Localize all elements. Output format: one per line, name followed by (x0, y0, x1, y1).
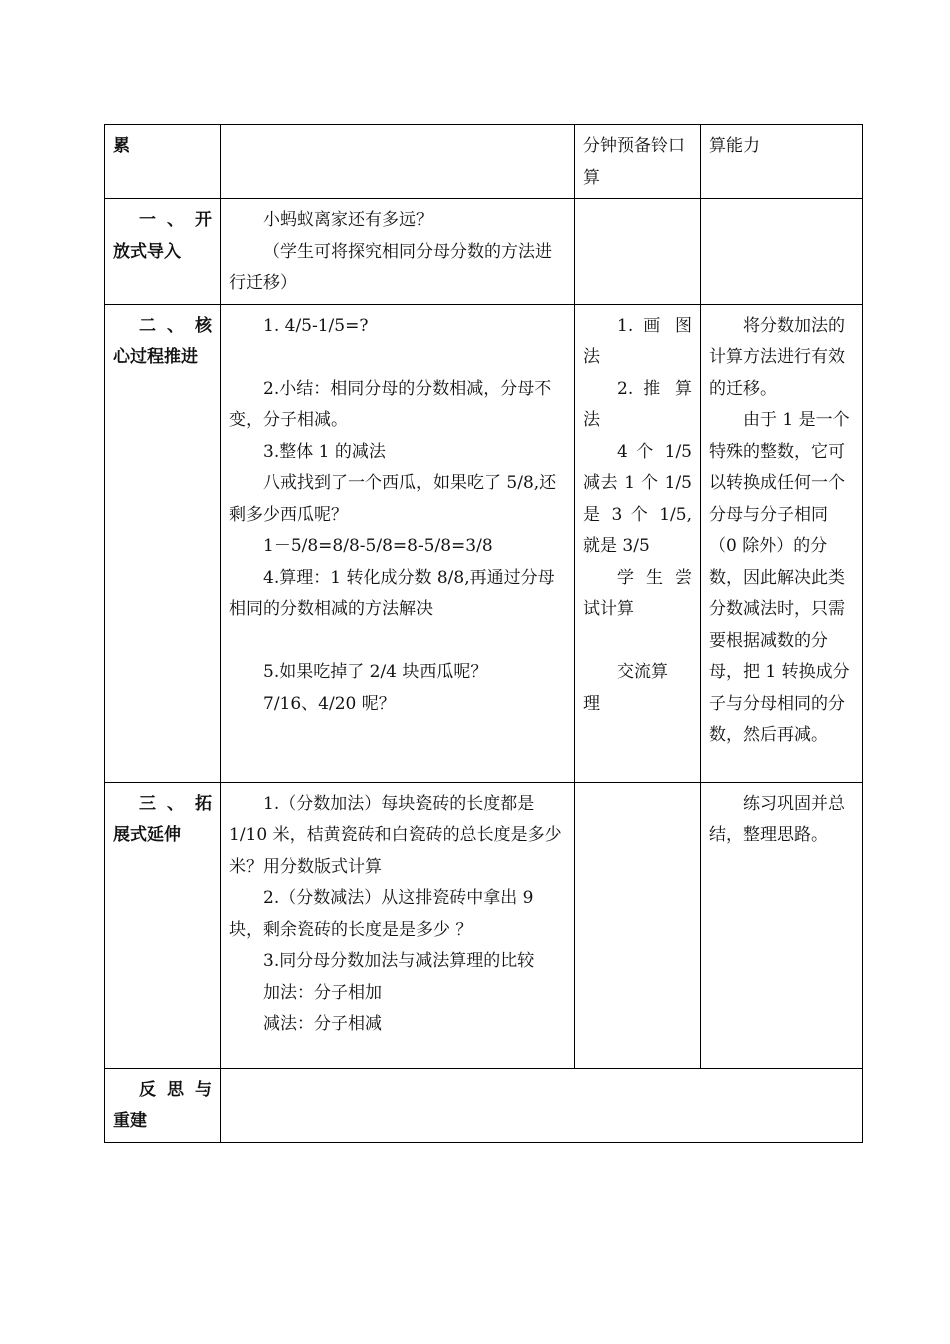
activity-line: 就是 3/5 (583, 536, 650, 556)
content-line: 1. 4/5-1/5=? (263, 315, 369, 336)
row4-label (105, 1068, 221, 1142)
activity-line: 减去 1 个 1/5 (583, 473, 692, 493)
row0-intent-text: 算能力 (709, 136, 760, 156)
intent-paragraph: 由于 1 是一个特殊的整数，它可以转换成任何一个分母与分子相同（0 除外）的分数，因此解决此类分数减法时，只需要根据减数的分母，把 1 转换成分子与分母相同的分数，然后再减。 (709, 410, 850, 745)
table-row (105, 125, 863, 199)
content-line: 1.（分数加法）每块瓷砖的长度都是 1/10 米，桔黄瓷砖和白瓷砖的总长度是多少米？用分数版式计算 (229, 793, 562, 877)
activity-line: 交流算 (617, 662, 668, 682)
row0-activity (575, 125, 701, 199)
row3-label (105, 782, 221, 1068)
row4-content (221, 1068, 863, 1142)
row1-label-line2: 放式导入 (113, 241, 181, 262)
content-line: 4.算理：1 转化成分数 8/8,再通过分母相同的分数相减的方法解决 (229, 567, 555, 619)
blank-line (583, 626, 692, 658)
content-line: 加法：分子相加 (263, 982, 382, 1003)
intent-paragraph: 练习巩固并总结，整理思路。 (709, 793, 845, 845)
row4-label-line1: 反思与 (139, 1079, 212, 1100)
activity-line: 学 生 尝 (617, 567, 692, 588)
activity-line: 4 个 1/5 (617, 441, 692, 462)
table-row (105, 782, 863, 1068)
row1-content (221, 199, 575, 305)
content-line: 2.小结：相同分母的分数相减，分母不变，分子相减。 (229, 378, 552, 430)
row3-intent (701, 782, 863, 1068)
row0-label-text: 累 (113, 136, 130, 156)
activity-line: 2. 推 算 (617, 378, 692, 399)
row3-activity (575, 782, 701, 1068)
activity-line: 试计算 (583, 599, 634, 619)
content-line: 3.整体 1 的减法 (263, 441, 386, 462)
row2-activity (575, 304, 701, 782)
lesson-plan-table (104, 124, 863, 1143)
row2-label (105, 304, 221, 782)
activity-line: 理 (583, 693, 600, 714)
content-line: 小蚂蚁离家还有多远？ (263, 210, 433, 230)
row1-intent (701, 199, 863, 305)
row2-intent (701, 304, 863, 782)
row3-content (221, 782, 575, 1068)
row2-label-line1: 二、核 (139, 315, 212, 336)
content-line: 减法：分子相减 (263, 1014, 382, 1034)
row0-label (105, 125, 221, 199)
activity-line: 是 3 个 1/5, (583, 504, 692, 525)
intent-paragraph: 将分数加法的计算方法进行有效的迁移。 (709, 315, 845, 399)
content-line: 2.（分数减法）从这排瓷砖中拿出 9 块，剩余瓷砖的长度是是多少 ？ (229, 888, 534, 940)
activity-line: 1. 画 图 (617, 315, 692, 336)
row3-label-line1: 三、拓 (139, 793, 212, 814)
content-line: 八戒找到了一个西瓜，如果吃了 5/8,还剩多少西瓜呢？ (229, 473, 557, 525)
blank-line (229, 342, 566, 374)
activity-line: 法 (583, 410, 600, 430)
content-line: （学生可将探究相同分母分数的方法进行迁移） (229, 241, 552, 293)
row1-label-line1: 一、开 (139, 210, 212, 230)
row4-label-line2: 重建 (113, 1111, 147, 1131)
table-row (105, 199, 863, 305)
row0-content (221, 125, 575, 199)
row0-intent (701, 125, 863, 199)
content-line: 7/16、4/20 呢？ (263, 693, 396, 714)
row2-label-line2: 心过程推进 (113, 347, 198, 367)
row0-activity-text: 分钟预备铃口算 (583, 136, 685, 188)
content-line: 1－5/8=8/8-5/8=8-5/8=3/8 (263, 536, 493, 556)
row1-label (105, 199, 221, 305)
row2-content (221, 304, 575, 782)
table-row (105, 1068, 863, 1142)
blank-line (229, 626, 566, 658)
row3-label-line2: 展式延伸 (113, 825, 181, 845)
row1-activity (575, 199, 701, 305)
table-row (105, 304, 863, 782)
content-line: 3.同分母分数加法与减法算理的比较 (263, 951, 535, 971)
activity-line: 法 (583, 347, 600, 367)
content-line: 5.如果吃掉了 2/4 块西瓜呢？ (263, 662, 488, 682)
